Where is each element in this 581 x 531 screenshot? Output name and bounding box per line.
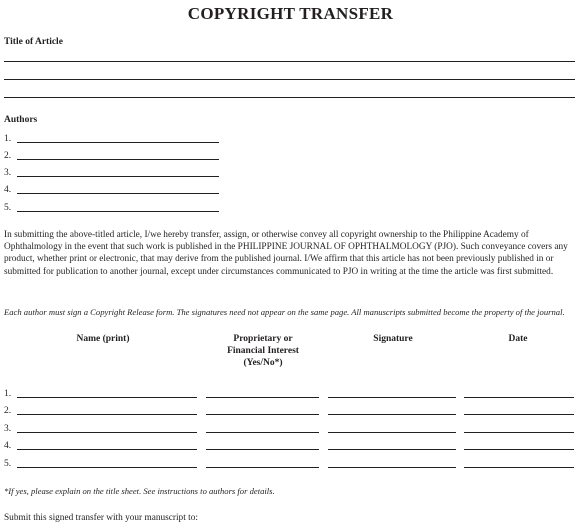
authors-label: Authors bbox=[4, 115, 38, 125]
row-3-name-line[interactable] bbox=[17, 432, 197, 433]
row-5-signature-line[interactable] bbox=[328, 467, 456, 468]
row-3-signature-line[interactable] bbox=[328, 432, 456, 433]
author-line-4[interactable] bbox=[17, 193, 219, 194]
submit-instructions: Submit this signed transfer with your manuscript to: bbox=[4, 513, 198, 523]
column-header-name: Name (print) bbox=[76, 334, 130, 344]
row-4-date-line[interactable] bbox=[464, 449, 574, 450]
author-number: 3. bbox=[4, 168, 12, 178]
row-number: 4. bbox=[4, 441, 12, 451]
row-5-date-line[interactable] bbox=[464, 467, 574, 468]
row-number: 3. bbox=[4, 424, 12, 434]
transfer-paragraph: In submitting the above-titled article, I/we hereby transfer, assign, or otherwise convey all copyright ownership to the Philippine Academy of Ophthalmology in the event that such work is published in the PHILIPPINE JOURNAL OF OPHTHALMOLOGY (PJO). Such conveyance covers any product, whether print or electronic, that may derive from the published journal. I/We affirm that this article has not been previously published in or submitted for publication to another journal, except under circumstances communicated to PJO in writing at the time the article was first submitted. bbox=[4, 230, 568, 277]
author-line-1[interactable] bbox=[17, 142, 219, 143]
article-title-line-1[interactable] bbox=[4, 61, 575, 62]
title-of-article-label: Title of Article bbox=[4, 37, 63, 47]
article-title-line-2[interactable] bbox=[4, 79, 575, 80]
row-2-interest-line[interactable] bbox=[206, 414, 319, 415]
row-4-interest-line[interactable] bbox=[206, 449, 319, 450]
row-2-signature-line[interactable] bbox=[328, 414, 456, 415]
row-4-name-line[interactable] bbox=[17, 449, 197, 450]
row-number: 1. bbox=[4, 389, 12, 399]
author-number: 4. bbox=[4, 185, 12, 195]
author-number: 5. bbox=[4, 203, 12, 213]
author-line-3[interactable] bbox=[17, 176, 219, 177]
row-1-name-line[interactable] bbox=[17, 397, 197, 398]
column-header-date: Date bbox=[508, 334, 528, 344]
row-3-date-line[interactable] bbox=[464, 432, 574, 433]
row-5-name-line[interactable] bbox=[17, 467, 197, 468]
row-number: 2. bbox=[4, 406, 12, 416]
row-1-interest-line[interactable] bbox=[206, 397, 319, 398]
row-1-signature-line[interactable] bbox=[328, 397, 456, 398]
signature-note: Each author must sign a Copyright Release form. The signatures need not appear on the same page. All manuscripts submitted become the property of the journal. bbox=[4, 307, 565, 317]
row-2-date-line[interactable] bbox=[464, 414, 574, 415]
footnote: *If yes, please explain on the title sheet. See instructions to authors for details. bbox=[4, 486, 275, 496]
author-number: 2. bbox=[4, 151, 12, 161]
row-number: 5. bbox=[4, 459, 12, 469]
author-line-5[interactable] bbox=[17, 211, 219, 212]
page-title: COPYRIGHT TRANSFER bbox=[187, 4, 394, 23]
row-4-signature-line[interactable] bbox=[328, 449, 456, 450]
article-title-line-3[interactable] bbox=[4, 97, 575, 98]
author-line-2[interactable] bbox=[17, 159, 219, 160]
row-1-date-line[interactable] bbox=[464, 397, 574, 398]
column-header-signature: Signature bbox=[373, 334, 413, 344]
column-header-interest: Proprietary or Financial Interest (Yes/No*) bbox=[227, 334, 299, 368]
row-3-interest-line[interactable] bbox=[206, 432, 319, 433]
author-number: 1. bbox=[4, 134, 12, 144]
row-5-interest-line[interactable] bbox=[206, 467, 319, 468]
row-2-name-line[interactable] bbox=[17, 414, 197, 415]
